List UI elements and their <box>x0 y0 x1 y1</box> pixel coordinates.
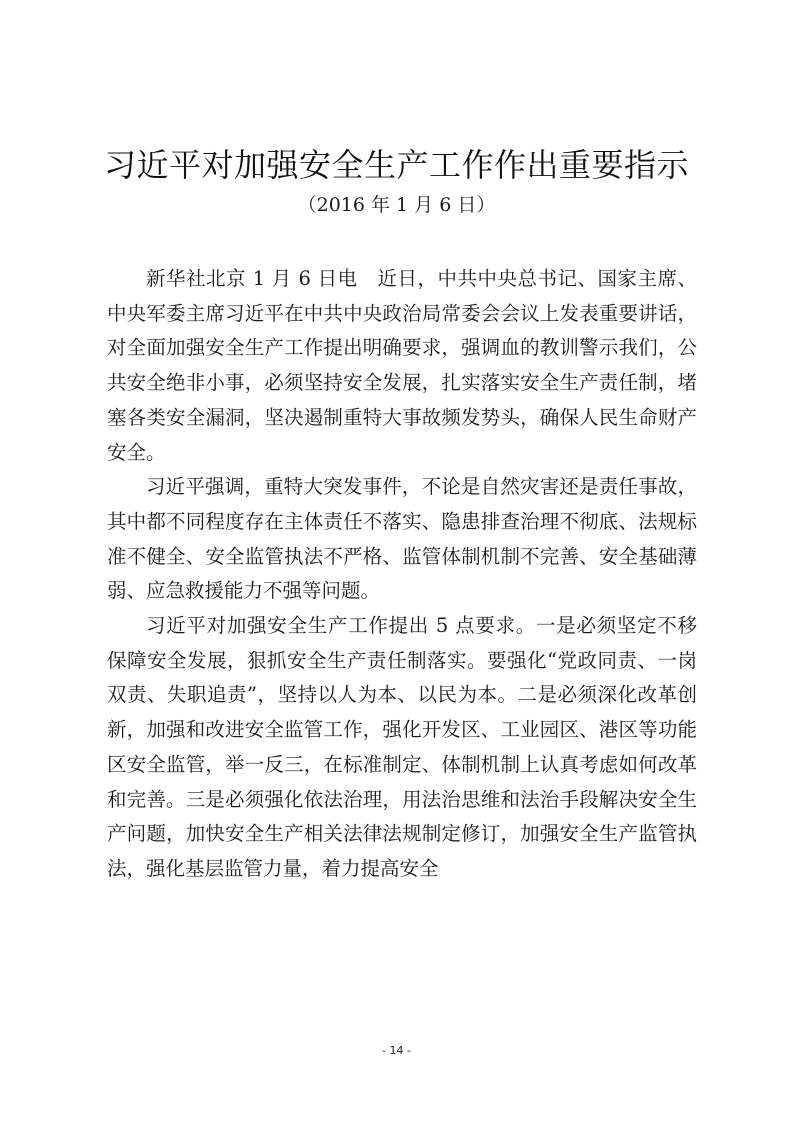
document-body <box>107 262 697 887</box>
paragraph-2: 习近平强调，重特大突发事件，不论是自然灾害还是责任事故，其中都不同程度存在主体责任不落实、隐患排查治理不彻底、法规标准不健全、安全监管执法不严格、监管体制机制不完善、安全基础薄弱、应急救援能力不强等问题。 <box>107 475 697 603</box>
page-number: - 14 - <box>382 1044 411 1057</box>
document-date: （2016 年 1 月 6 日） <box>297 194 496 216</box>
paragraph-3: 习近平对加强安全生产工作提出 5 点要求。一是必须坚定不移保障安全发展，狠抓安全生产责任制落实。要强化“党政同责、一岗双责、失职追责”，坚持以人为本、以民为本。二是必须深化改革创新，加强和改进安全监管工作，强化开发区、工业园区、港区等功能区安全监管，举一反三，在标准制定、体制机制上认真考虑如何改革和完善。三是必须强化依法治理，用法治思维和法治手段解决安全生产问题，加快安全生产相关法律法规制定修订，加强安全生产监管执法，强化基层监管力量，着力提高安全 <box>107 614 697 880</box>
document-title: 习近平对加强安全生产工作作出重要指示 <box>103 146 689 184</box>
paragraph-1: 新华社北京 1 月 6 日电 近日，中共中央总书记、国家主席、中央军委主席习近平在中共中央政治局常委会会议上发表重要讲话，对全面加强安全生产工作提出明确要求，强调血的教训警示我们，公共安全绝非小事，必须坚持安全发展，扎实落实安全生产责任制，堵塞各类安全漏洞，坚决遏制重特大事故频发势头，确保人民生命财产安全。 <box>107 267 697 464</box>
